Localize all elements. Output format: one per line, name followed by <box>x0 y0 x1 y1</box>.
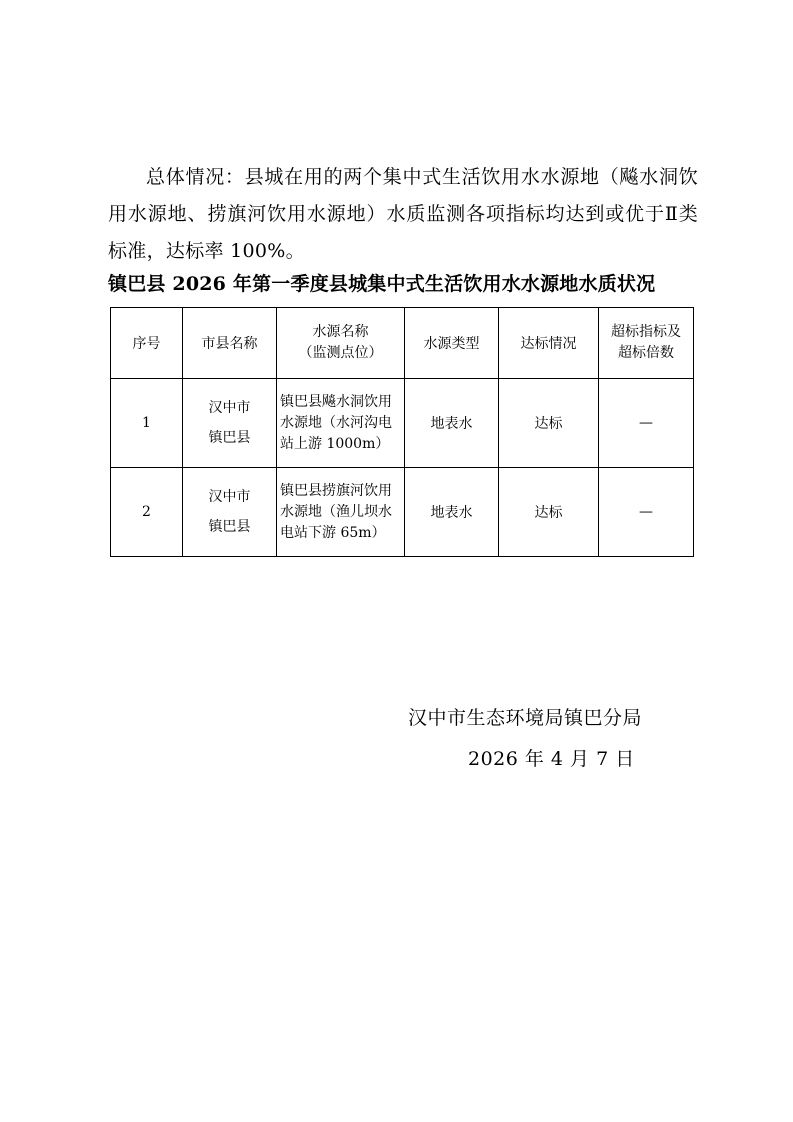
row-exceed: — <box>599 379 694 468</box>
row-seq: 1 <box>111 379 183 468</box>
table-header-row <box>111 308 694 379</box>
row-exceed: — <box>599 468 694 557</box>
header-source-line2: （监测点位） <box>298 345 383 361</box>
row-city-line2: 镇巴县 <box>208 430 251 446</box>
row-seq: 2 <box>111 468 183 557</box>
row-type: 地表水 <box>405 379 499 468</box>
row-status: 达标 <box>499 468 599 557</box>
header-exceed <box>599 308 694 379</box>
row-source: 镇巴县捞旗河饮用水源地（渔儿坝水电站下游 65m） <box>277 468 405 557</box>
header-city: 市县名称 <box>183 308 277 379</box>
header-exceed-line1: 超标指标及 <box>611 324 681 340</box>
row-city-line2: 镇巴县 <box>208 519 251 535</box>
header-status: 达标情况 <box>499 308 599 379</box>
table-title: 镇巴县 2026 年第一季度县城集中式生活饮用水水源地水质状况 <box>108 273 656 295</box>
header-type: 水源类型 <box>405 308 499 379</box>
header-source <box>277 308 405 379</box>
issue-date: 2026 年 4 月 7 日 <box>468 748 635 770</box>
header-exceed-line2: 超标倍数 <box>618 345 674 361</box>
header-source-line1: 水源名称 <box>312 324 369 340</box>
row-city <box>183 379 277 468</box>
row-city <box>183 468 277 557</box>
summary-paragraph: 总体情况：县城在用的两个集中式生活饮用水水源地（飚水洞饮用水源地、捞旗河饮用水源地）水质监测各项指标均达到或优于Ⅱ类标准，达标率 100%。 <box>108 166 698 262</box>
row-city-line1: 汉中市 <box>208 489 251 505</box>
water-quality-table <box>110 307 694 557</box>
row-city-line1: 汉中市 <box>208 400 251 416</box>
row-type: 地表水 <box>405 468 499 557</box>
issuing-organization: 汉中市生态环境局镇巴分局 <box>408 707 643 729</box>
table-row <box>111 468 694 557</box>
row-source: 镇巴县飚水洞饮用水源地（水河沟电站上游 1000m） <box>277 379 405 468</box>
table-row <box>111 379 694 468</box>
row-status: 达标 <box>499 379 599 468</box>
header-seq: 序号 <box>111 308 183 379</box>
